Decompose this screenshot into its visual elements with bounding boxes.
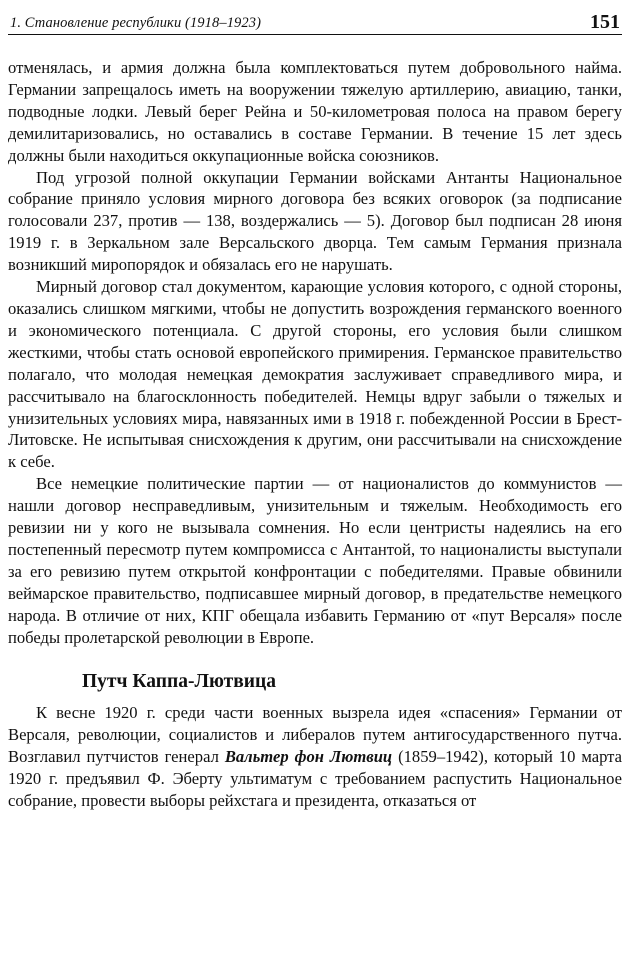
section-text-after-name: (1859–1942), который 10 марта 1920 г. предъявил Ф. Эберту ультиматум с требованием распустить Национальное собрание, провести выборы рейхстага и президента, отказаться от (8, 747, 622, 811)
paragraph: Под угрозой полной оккупации Германии войсками Антанты Национальное собрание приняло условия мирного договора без всяких оговорок (за подписание голосовали 237, против — 138, воздержались — 5). Договор был подписан 28 июня 1919 г. в Зеркальном зале Версальского дворца. Тем самым Германия признала возникший миропорядок и обязалась его не нарушать. (8, 167, 622, 275)
paragraph: Мирный договор стал документом, карающие условия которого, с одной стороны, оказались слишком мягкими, чтобы не допустить возрождения германского военного и экономического потенциала. С другой стороны, его условия были слишком жесткими, чтобы стать основой европейского примирения. Германское правительство полагало, что молодая немецкая демократия заслуживает справедливого мира, и рассчитывало на благосклонность победителей. Немцы вдруг забыли о тяжелых и унизительных условиях мира, навязанных ими в 1918 г. побежденной России в Брест-Литовске. Не испытывая снисхождения к другим, они рассчитывали на снисхождение к себе. (8, 277, 622, 472)
running-title: 1. Становление республики (1918–1923) (10, 15, 262, 31)
page-number: 151 (590, 11, 620, 33)
body-text (8, 57, 622, 812)
paragraph-continued: отменялась, и армия должна была комплектоваться путем добровольного найма. Германии запрещалось иметь на вооружении тяжелую артиллерию, авиацию, танки, подводные лодки. Левый берег Рейна и 50-километровая полоса на правом берегу демилитаризовались, но оставались в составе Германии. В течение 15 лет здесь должны были находиться оккупационные войска союзников. (8, 58, 622, 165)
person-name: Вальтер фон Лютвиц (224, 747, 393, 767)
section-paragraph (8, 702, 622, 812)
paragraph: Все немецкие политические партии — от националистов до коммунистов — нашли договор несправедливым, унизительным и тяжелым. Необходимость его ревизии ни у кого не вызывала сомнения. Но если центристы надеялись на его постепенный пересмотр путем компромисса с Антантой, то националисты выступали за его ревизию путем открытой конфронтации с победителями. Правые обвинили веймарское правительство, подписавшее мирный договор, в предательстве немецкого народа. В отличие от них, КПГ обещала избавить Германию от «пут Версаля» после победы пролетарской революции в Европе. (8, 474, 622, 647)
section-text-before-name: К весне 1920 г. среди части военных вызрела идея «спасения» Германии от Версаля, революции, социалистов и либералов путем антигосударственного путча. Возглавил путчистов генерал (8, 703, 622, 767)
running-header (8, 4, 622, 35)
book-page (8, 4, 622, 812)
section-heading: Путч Каппа-Лютвица (82, 671, 276, 693)
